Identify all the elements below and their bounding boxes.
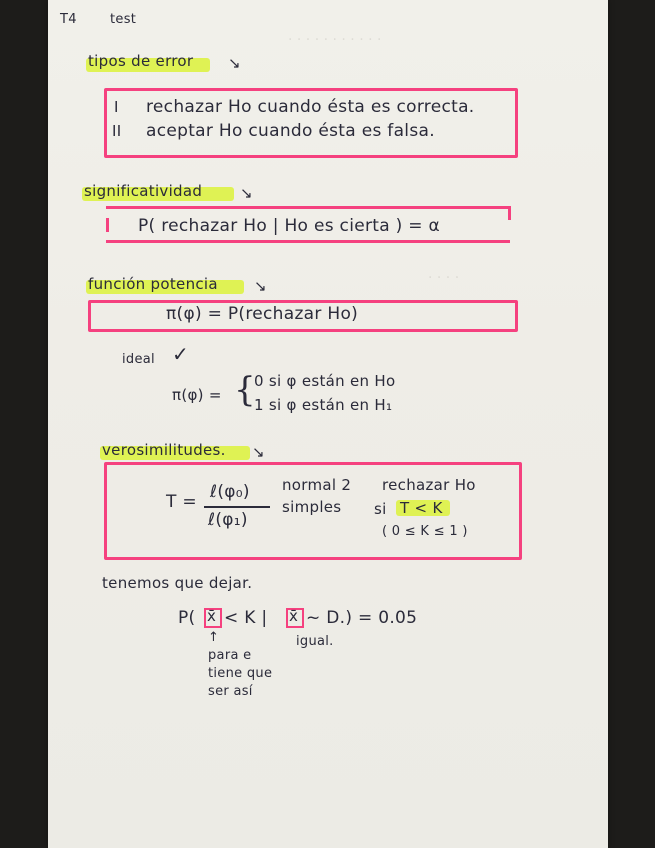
ideal-case-1: 0 si φ están en Ho [254,372,396,390]
vero-rule: rechazar Ho [382,476,476,494]
vero-condition: T < K [400,499,443,517]
ideal-label: ideal [122,352,155,367]
fraction-bar [204,506,270,508]
vero-numerator: ℓ(φ₀) [210,482,250,502]
tipo-2-text: aceptar Ho cuando ésta es falsa. [146,121,435,141]
check-icon: ✓ [172,342,190,366]
signif-heading: significatividad [84,182,203,200]
tipo-1-text: rechazar Ho cuando ésta es correcta. [146,97,475,117]
final-x1: x̄ [207,607,217,625]
final-igual: igual. [296,634,334,649]
ideal-brace: { [234,370,256,410]
tipo-1-numeral: I [114,98,119,116]
tipo-2-numeral: II [112,122,122,140]
final-mid: < K | [224,608,268,628]
final-note-2: tiene que [208,666,273,681]
notebook-page [48,0,608,848]
ideal-lhs: π(φ) = [172,386,222,404]
vero-range: ( 0 ≤ K ≤ 1 ) [382,524,468,539]
ideal-case-2: 1 si φ están en H₁ [254,396,393,414]
potencia-arrow: ↘ [254,277,267,295]
tipos-heading: tipos de error [88,52,194,70]
tipos-arrow: ↘ [228,54,241,72]
vero-note-2: simples [282,498,342,516]
bleed-through: · · · · [428,270,460,286]
final-caret: ↑ [208,630,220,645]
final-note-3: ser así [208,684,253,699]
final-note-1: para e [208,648,252,663]
potencia-heading: función potencia [88,275,218,293]
signif-top-line [106,206,510,209]
signif-arrow: ↘ [240,184,253,202]
signif-formula: P( rechazar Ho | Ho es cierta ) = α [138,216,441,236]
signif-left-edge [106,218,109,232]
vero-T: T = [166,492,197,512]
header-tag: T4 [60,12,77,27]
final-tail: ~ D.) = 0.05 [306,608,418,628]
vero-note-1: normal 2 [282,476,352,494]
vero-denominator: ℓ(φ₁) [208,510,248,530]
final-p-open: P( [178,608,196,628]
final-x2: x̄ [289,607,299,625]
vero-heading: verosimilitudes. [102,441,226,459]
final-text: tenemos que dejar. [102,574,253,592]
potencia-formula: π(φ) = P(rechazar Ho) [166,304,359,324]
signif-bottom-line [106,240,510,243]
header-title: test [110,12,137,27]
signif-right-edge [508,206,511,220]
vero-rule-si: si [374,500,387,518]
vero-arrow: ↘ [252,443,265,461]
bleed-through: · · · · · · · · · · · [288,32,382,48]
